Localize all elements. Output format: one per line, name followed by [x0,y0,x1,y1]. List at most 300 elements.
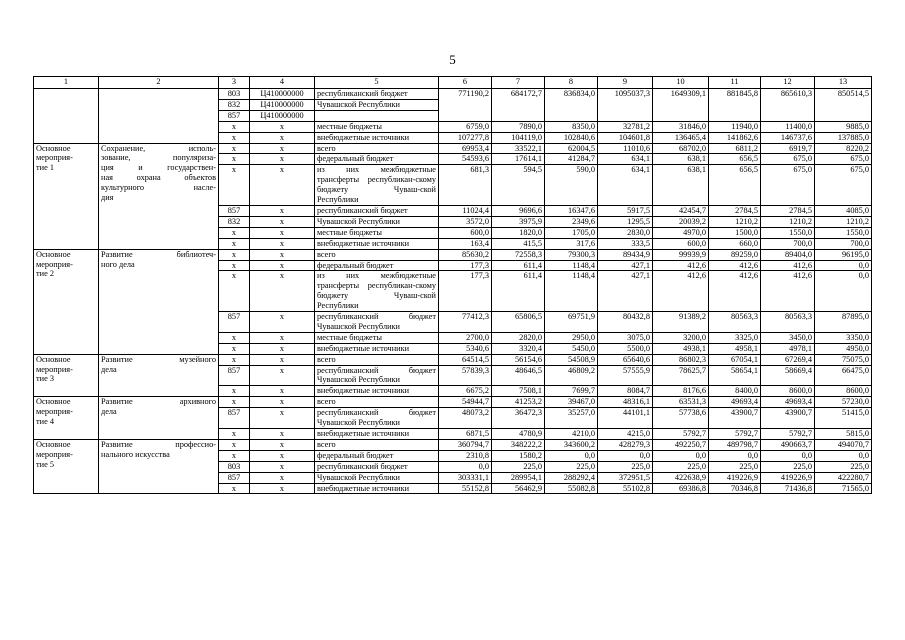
funding-source-cell: внебюджетные источники [315,343,439,354]
target-code-cell: x [250,238,315,249]
amount-cell: 4958,1 [709,343,761,354]
amount-cell: 11400,0 [761,121,815,132]
amount-cell: 675,0 [761,165,815,206]
amount-cell: 2784,5 [761,205,815,216]
activity-name-line: мероприя- [36,153,73,163]
amount-cell: 64514,5 [439,354,492,365]
code-cell: x [219,121,250,132]
header-cell: 3 [219,77,250,89]
amount-cell: 634,1 [598,154,653,165]
amount-cell: 3572,0 [439,216,492,227]
amount-cell: 49693,4 [761,397,815,408]
amount-cell: 54593,6 [439,154,492,165]
activity-description-cell [99,249,219,354]
amount-cell: 65806,5 [492,312,545,333]
table-row [34,89,872,100]
amount-cell: 675,0 [815,165,872,206]
amount-cell: 20039,2 [653,216,709,227]
amount-cell: 225,0 [761,461,815,472]
target-code-cell: x [250,332,315,343]
amount-cell: 9885,0 [815,121,872,132]
activity-description-line: зование, популяриза- [101,153,216,163]
code-cell: x [219,386,250,397]
activity-name-cell [34,439,99,494]
header-cell: 13 [815,77,872,89]
amount-cell: 32781,2 [598,121,653,132]
amount-cell: 412,6 [653,260,709,271]
activity-name-line: Основное [36,249,71,259]
amount-cell: 343600,2 [545,439,598,450]
amount-cell: 5450,0 [545,343,598,354]
funding-source-cell: из них межбюджетные трансферты республикан-скому бюджету Чуваш-ской Республики [315,165,439,206]
target-code-cell: x [250,408,315,429]
amount-cell: 5500,0 [598,343,653,354]
amount-cell: 85630,2 [439,249,492,260]
amount-cell: 634,1 [598,165,653,206]
code-cell: x [219,165,250,206]
activity-name-line: Основное [36,354,71,364]
code-cell: x [219,260,250,271]
amount-cell: 67054,1 [709,354,761,365]
amount-cell: 2830,0 [598,227,653,238]
funding-source-cell: всего [315,397,439,408]
activity-name-line: Основное [36,397,71,407]
funding-source-cell: республиканский бюджет Чувашской Республики [315,312,439,333]
amount-cell: 2700,0 [439,332,492,343]
table-row [34,249,872,260]
activity-description-cell [99,143,219,249]
budget-table [33,76,872,494]
code-cell: x [219,439,250,450]
amount-cell: 136465,4 [653,132,709,143]
activity-name-line: тие 3 [36,374,54,384]
activity-name-cell [34,354,99,397]
table-row [34,354,872,365]
activity-name-cell [34,249,99,354]
activity-description-line: дела [101,407,117,417]
funding-source-cell: федеральный бюджет [315,450,439,461]
amount-cell: 57839,3 [439,365,492,386]
target-code-cell: x [250,312,315,333]
activity-description-line: ного дела [101,259,135,269]
activity-name-line: мероприя- [36,364,73,374]
code-cell: 832 [219,99,250,110]
amount-cell: 163,4 [439,238,492,249]
activity-name-line: Основное [36,143,71,153]
amount-cell: 4215,0 [598,429,653,440]
code-cell: x [219,154,250,165]
target-code-cell: x [250,386,315,397]
activity-name-line: мероприя- [36,407,73,417]
amount-cell: 41253,2 [492,397,545,408]
amount-cell: 55152,8 [439,483,492,494]
amount-cell: 225,0 [815,461,872,472]
amount-cell: 5792,7 [653,429,709,440]
funding-source-cell: республиканский бюджет [315,89,439,100]
amount-cell: 104119,0 [492,132,545,143]
amount-cell: 303331,1 [439,472,492,483]
header-cell: 10 [653,77,709,89]
amount-cell: 42454,7 [653,205,709,216]
funding-source-cell: всего [315,143,439,154]
amount-cell: 2349,6 [545,216,598,227]
target-code-cell: x [250,354,315,365]
code-cell: x [219,397,250,408]
funding-source-cell: внебюджетные источники [315,483,439,494]
amount-cell: 4085,0 [815,205,872,216]
amount-cell: 2820,0 [492,332,545,343]
amount-cell: 16347,6 [545,205,598,216]
target-code-cell: x [250,121,315,132]
header-cell: 12 [761,77,815,89]
code-cell: x [219,249,250,260]
amount-cell: 48646,5 [492,365,545,386]
amount-cell: 80432,8 [598,312,653,333]
amount-cell: 4950,0 [815,343,872,354]
header-cell: 7 [492,77,545,89]
amount-cell: 333,5 [598,238,653,249]
code-cell: 857 [219,312,250,333]
funding-source-cell [315,110,439,121]
amount-cell: 4210,0 [545,429,598,440]
amount-cell: 0,0 [815,260,872,271]
amount-cell: 489798,7 [709,439,761,450]
code-cell: 803 [219,461,250,472]
code-cell: x [219,143,250,154]
funding-source-cell: республиканский бюджет Чувашской Республики [315,408,439,429]
code-cell: 857 [219,110,250,121]
amount-cell: 412,6 [709,260,761,271]
amount-cell: 2310,8 [439,450,492,461]
amount-cell: 46809,2 [545,365,598,386]
amount-cell: 590,0 [545,165,598,206]
amount-cell: 7890,0 [492,121,545,132]
amount-cell: 412,6 [761,260,815,271]
code-cell: 857 [219,472,250,483]
amount-cell: 56154,6 [492,354,545,365]
target-code-cell: x [250,154,315,165]
amount-cell: 412,6 [761,271,815,312]
target-code-cell: x [250,483,315,494]
amount-cell: 1820,0 [492,227,545,238]
amount-cell: 4978,1 [761,343,815,354]
code-cell: x [219,450,250,461]
amount-cell: 490663,7 [761,439,815,450]
amount-cell: 681,3 [439,165,492,206]
amount-cell: 288292,4 [545,472,598,483]
amount-cell: 5792,7 [761,429,815,440]
amount-cell: 8350,0 [545,121,598,132]
amount-cell: 1649309,1 [653,89,709,122]
activity-description-cell [99,397,219,440]
amount-cell: 57230,0 [815,397,872,408]
amount-cell: 6811,2 [709,143,761,154]
code-cell: x [219,238,250,249]
amount-cell: 225,0 [598,461,653,472]
amount-cell: 0,0 [815,271,872,312]
code-cell: x [219,271,250,312]
amount-cell: 3350,0 [815,332,872,343]
amount-cell: 51415,0 [815,408,872,429]
amount-cell: 6759,0 [439,121,492,132]
amount-cell: 11024,4 [439,205,492,216]
amount-cell: 5815,0 [815,429,872,440]
amount-cell: 3975,9 [492,216,545,227]
header-cell: 4 [250,77,315,89]
amount-cell: 225,0 [709,461,761,472]
amount-cell: 428279,3 [598,439,653,450]
amount-cell: 427,1 [598,271,653,312]
amount-cell: 5792,7 [709,429,761,440]
amount-cell: 360794,7 [439,439,492,450]
amount-cell: 700,0 [815,238,872,249]
amount-cell: 419226,9 [761,472,815,483]
amount-cell: 87895,0 [815,312,872,333]
amount-cell: 71436,8 [761,483,815,494]
code-cell: x [219,343,250,354]
amount-cell: 89434,9 [598,249,653,260]
header-cell: 6 [439,77,492,89]
amount-cell: 75075,0 [815,354,872,365]
amount-cell: 8400,0 [709,386,761,397]
code-cell: x [219,429,250,440]
amount-cell: 57555,9 [598,365,653,386]
activity-name-cell [34,89,99,144]
amount-cell: 638,1 [653,165,709,206]
amount-cell: 44101,1 [598,408,653,429]
amount-cell: 1210,2 [815,216,872,227]
amount-cell: 54508,9 [545,354,598,365]
activity-description-line: дия [101,193,114,203]
amount-cell: 492250,7 [653,439,709,450]
code-cell: x [219,354,250,365]
amount-cell: 89404,0 [761,249,815,260]
amount-cell: 2784,5 [709,205,761,216]
amount-cell: 494070,7 [815,439,872,450]
amount-cell: 1550,0 [761,227,815,238]
target-code-cell: x [250,271,315,312]
amount-cell: 58654,1 [709,365,761,386]
amount-cell: 0,0 [545,450,598,461]
activity-description-line: Развитие музейного [101,354,216,364]
amount-cell: 17614,1 [492,154,545,165]
amount-cell: 6919,7 [761,143,815,154]
funding-source-cell: всего [315,354,439,365]
funding-source-cell: местные бюджеты [315,332,439,343]
amount-cell: 141862,6 [709,132,761,143]
funding-source-cell: республиканский бюджет [315,461,439,472]
amount-cell: 33522,1 [492,143,545,154]
target-code-cell: x [250,450,315,461]
amount-cell: 35257,0 [545,408,598,429]
amount-cell: 48316,1 [598,397,653,408]
amount-cell: 177,3 [439,271,492,312]
activity-name-line: Основное [36,439,71,449]
amount-cell: 700,0 [761,238,815,249]
target-code-cell: x [250,143,315,154]
amount-cell: 289954,1 [492,472,545,483]
funding-source-cell: республиканский бюджет [315,205,439,216]
amount-cell: 8600,0 [761,386,815,397]
amount-cell: 55082,8 [545,483,598,494]
funding-source-cell: республиканский бюджет Чувашской Республики [315,365,439,386]
header-cell: 9 [598,77,653,89]
amount-cell: 3320,4 [492,343,545,354]
amount-cell: 225,0 [492,461,545,472]
funding-source-cell: внебюджетные источники [315,132,439,143]
amount-cell: 684172,7 [492,89,545,122]
amount-cell: 836834,0 [545,89,598,122]
amount-cell: 58669,4 [761,365,815,386]
amount-cell: 31846,0 [653,121,709,132]
amount-cell: 412,6 [653,271,709,312]
amount-cell: 39467,0 [545,397,598,408]
amount-cell: 68702,0 [653,143,709,154]
amount-cell: 107277,8 [439,132,492,143]
activity-description-line: дела [101,364,117,374]
amount-cell: 656,5 [709,165,761,206]
activity-description-line: нального искусства [101,449,170,459]
amount-cell: 675,0 [815,154,872,165]
amount-cell: 36472,3 [492,408,545,429]
code-cell: 803 [219,89,250,100]
amount-cell: 4970,0 [653,227,709,238]
amount-cell: 865610,3 [761,89,815,122]
activity-description-line: ция и государствен- [101,163,216,173]
amount-cell: 55102,8 [598,483,653,494]
amount-cell: 96195,0 [815,249,872,260]
amount-cell: 1210,2 [709,216,761,227]
funding-source-cell: внебюджетные источники [315,386,439,397]
amount-cell: 850514,5 [815,89,872,122]
amount-cell: 225,0 [545,461,598,472]
amount-cell: 102840,6 [545,132,598,143]
funding-source-cell: из них межбюджетные трансферты республикан-скому бюджету Чуваш-ской Республики [315,271,439,312]
target-code-cell: x [250,165,315,206]
funding-source-cell: местные бюджеты [315,227,439,238]
header-cell: 5 [315,77,439,89]
target-code-cell: x [250,397,315,408]
amount-cell: 71565,0 [815,483,872,494]
amount-cell: 1148,4 [545,260,598,271]
amount-cell: 78625,7 [653,365,709,386]
amount-cell: 4938,1 [653,343,709,354]
funding-source-cell: внебюджетные источники [315,238,439,249]
amount-cell: 1580,2 [492,450,545,461]
activity-name-cell [34,143,99,249]
activity-description-cell [99,89,219,144]
amount-cell: 57738,6 [653,408,709,429]
amount-cell: 65640,6 [598,354,653,365]
amount-cell: 91389,2 [653,312,709,333]
amount-cell: 372951,5 [598,472,653,483]
activity-name-line: тие 1 [36,163,54,173]
activity-name-cell [34,397,99,440]
target-code-cell: x [250,227,315,238]
amount-cell: 49693,4 [709,397,761,408]
header-cell: 11 [709,77,761,89]
amount-cell: 11940,0 [709,121,761,132]
amount-cell: 660,0 [709,238,761,249]
amount-cell: 8220,2 [815,143,872,154]
amount-cell: 422280,7 [815,472,872,483]
header-cell: 1 [34,77,99,89]
activity-name-line: тие 4 [36,417,54,427]
amount-cell: 70346,8 [709,483,761,494]
funding-source-cell: всего [315,439,439,450]
amount-cell: 348222,2 [492,439,545,450]
funding-source-cell: внебюджетные источники [315,429,439,440]
amount-cell: 225,0 [653,461,709,472]
target-code-cell: x [250,216,315,227]
funding-source-cell: Чувашской Республики [315,216,439,227]
target-code-cell: x [250,439,315,450]
amount-cell: 7508,1 [492,386,545,397]
amount-cell: 1550,0 [815,227,872,238]
amount-cell: 3200,0 [653,332,709,343]
amount-cell: 80563,3 [709,312,761,333]
target-code-cell: x [250,429,315,440]
amount-cell: 1148,4 [545,271,598,312]
funding-source-cell: федеральный бюджет [315,260,439,271]
amount-cell: 69953,4 [439,143,492,154]
amount-cell: 80563,3 [761,312,815,333]
target-code-cell: x [250,472,315,483]
code-cell: x [219,132,250,143]
code-cell: 857 [219,205,250,216]
amount-cell: 1705,0 [545,227,598,238]
amount-cell: 600,0 [439,227,492,238]
target-code-cell: Ц410000000 [250,89,315,100]
code-cell: x [219,227,250,238]
activity-description-line: Развитие профессио- [101,439,216,449]
amount-cell: 415,5 [492,238,545,249]
amount-cell: 3325,0 [709,332,761,343]
funding-source-cell: федеральный бюджет [315,154,439,165]
amount-cell: 419226,9 [709,472,761,483]
amount-cell: 3450,0 [761,332,815,343]
amount-cell: 41284,7 [545,154,598,165]
amount-cell: 0,0 [439,461,492,472]
amount-cell: 1500,0 [709,227,761,238]
activity-name-line: тие 5 [36,459,54,469]
target-code-cell: Ц410000000 [250,99,315,110]
amount-cell: 600,0 [653,238,709,249]
amount-cell: 422638,9 [653,472,709,483]
amount-cell: 99939,9 [653,249,709,260]
amount-cell: 611,4 [492,271,545,312]
funding-source-cell: всего [315,249,439,260]
code-cell: x [219,332,250,343]
amount-cell: 6871,5 [439,429,492,440]
funding-source-cell: местные бюджеты [315,121,439,132]
amount-cell: 62004,5 [545,143,598,154]
amount-cell: 177,3 [439,260,492,271]
amount-cell: 0,0 [709,450,761,461]
amount-cell: 0,0 [653,450,709,461]
amount-cell: 8600,0 [815,386,872,397]
target-code-cell: x [250,343,315,354]
amount-cell: 72558,3 [492,249,545,260]
amount-cell: 8084,7 [598,386,653,397]
amount-cell: 656,5 [709,154,761,165]
amount-cell: 881845,8 [709,89,761,122]
table-row [34,143,872,154]
amount-cell: 77412,3 [439,312,492,333]
amount-cell: 771190,2 [439,89,492,122]
amount-cell: 0,0 [761,450,815,461]
funding-source-cell: Чувашской Республики [315,472,439,483]
